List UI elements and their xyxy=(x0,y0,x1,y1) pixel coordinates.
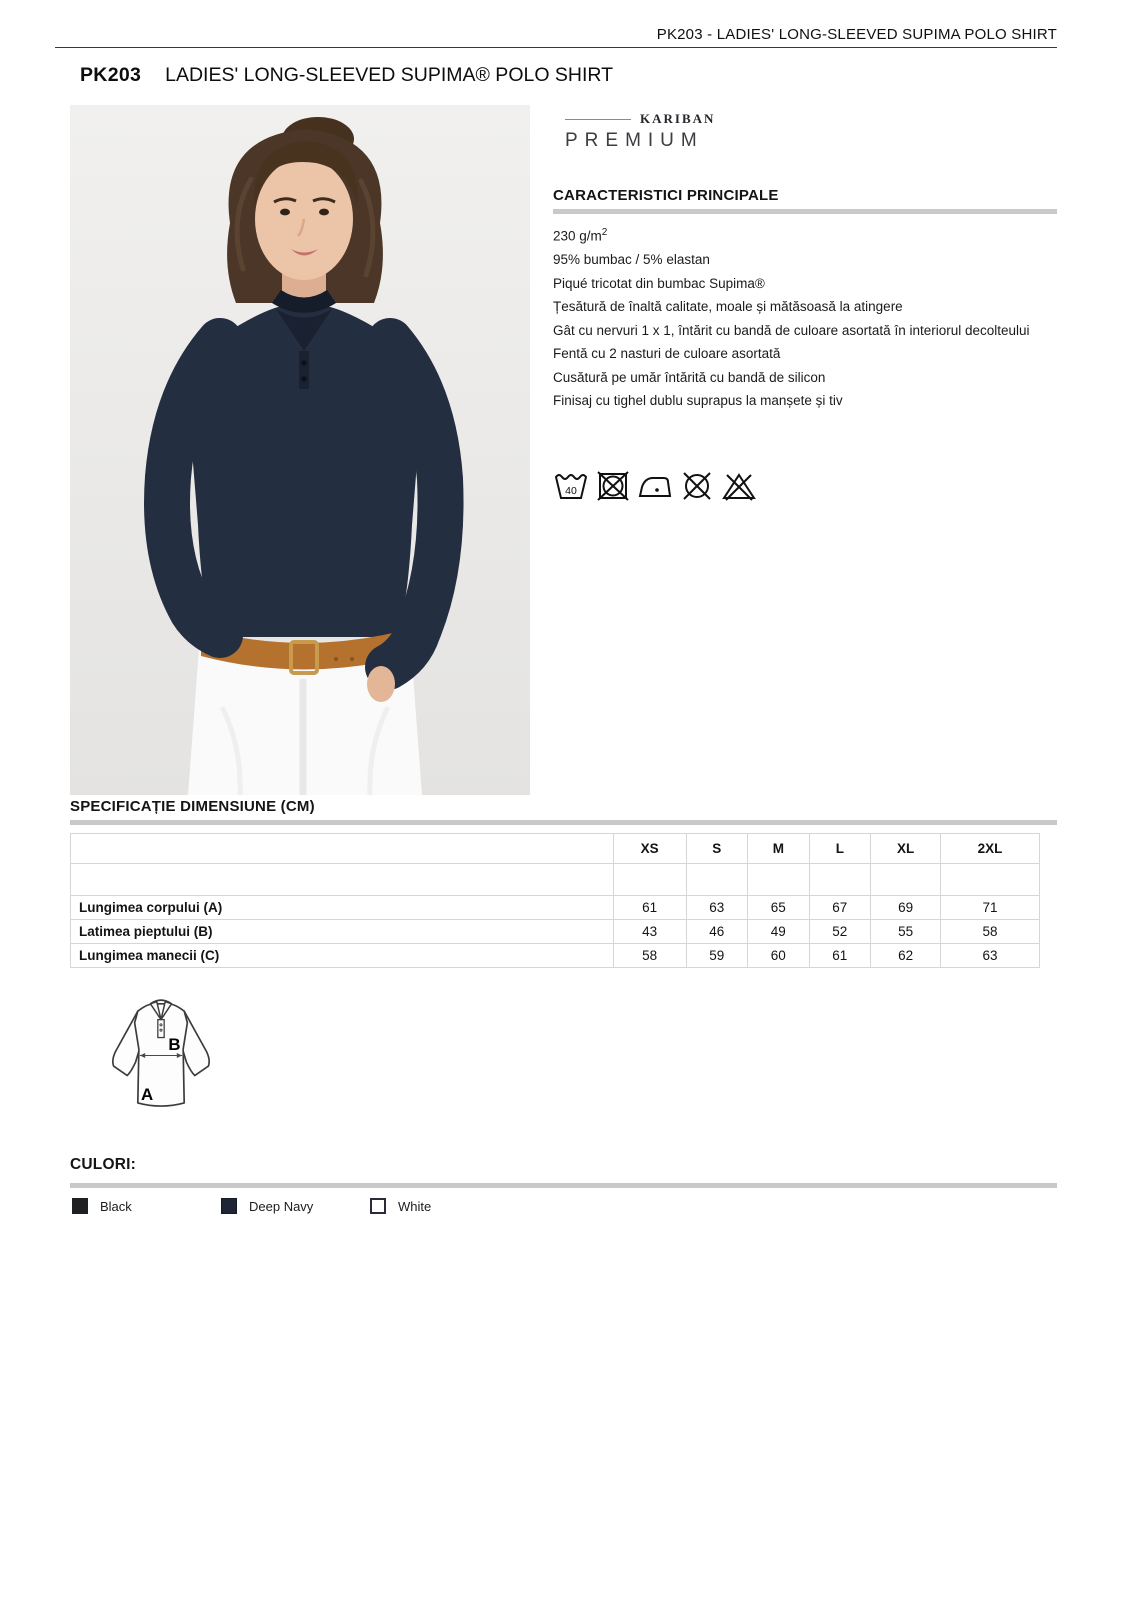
size-column-header: M xyxy=(748,834,810,864)
feature-item: Piqué tricotat din bumbac Supima® xyxy=(553,275,765,291)
color-chip-black xyxy=(72,1198,88,1214)
size-table-header-row xyxy=(71,834,1040,864)
size-spec-underline xyxy=(70,820,1057,825)
feature-item: 95% bumbac / 5% elastan xyxy=(553,252,710,267)
feature-item: Cusătură pe umăr întărită cu bandă de silicon xyxy=(553,369,826,385)
size-value: 63 xyxy=(941,944,1040,968)
weight-value: 230 g/m xyxy=(553,228,602,244)
size-value: 63 xyxy=(686,896,748,920)
size-value: 58 xyxy=(941,920,1040,944)
size-value: 55 xyxy=(871,920,941,944)
brand-rule xyxy=(565,119,631,120)
product-title: LADIES' LONG-SLEEVED SUPIMA® POLO SHIRT xyxy=(165,64,614,86)
premium-wordmark: PREMIUM xyxy=(565,130,704,151)
size-row xyxy=(71,920,1040,944)
feature-item: Gât cu nervuri 1 x 1, întărit cu bandă de culoare asortată în interiorul decolteului xyxy=(553,322,1030,338)
size-table-spacer-row xyxy=(71,864,1040,896)
color-label: White xyxy=(398,1198,432,1214)
size-row-label: Lungimea manecii (C) xyxy=(71,944,614,968)
size-row-label: Latimea pieptului (B) xyxy=(71,920,614,944)
size-value: 52 xyxy=(809,920,871,944)
size-row-label: Lungimea corpului (A) xyxy=(71,896,614,920)
header-reference: PK203 - LADIES' LONG-SLEEVED SUPIMA POLO SHIRT xyxy=(656,26,1057,43)
size-column-header: XS xyxy=(613,834,686,864)
details-column xyxy=(553,105,1057,795)
do-not-tumble-dry-icon xyxy=(595,470,631,502)
size-value: 61 xyxy=(809,944,871,968)
size-value: 60 xyxy=(748,944,810,968)
color-swatch xyxy=(221,1198,370,1214)
do-not-dry-clean-icon xyxy=(679,470,715,502)
colors-heading: CULORI: xyxy=(70,1156,136,1173)
color-label: Deep Navy xyxy=(249,1198,314,1214)
color-chip-deep-navy xyxy=(221,1198,237,1214)
feature-item: Finisaj cu tighel dublu suprapus la manșete și tiv xyxy=(553,393,843,408)
size-column-header: XL xyxy=(871,834,941,864)
page-title xyxy=(80,64,613,87)
product-photo xyxy=(70,105,530,795)
features-list xyxy=(553,221,1057,413)
do-not-bleach-icon xyxy=(721,470,757,502)
model-photo-illustration xyxy=(70,105,530,795)
size-value: 67 xyxy=(809,896,871,920)
size-value: 58 xyxy=(613,944,686,968)
size-row xyxy=(71,944,1040,968)
diagram-label-b: B xyxy=(168,1035,181,1055)
size-value: 49 xyxy=(748,920,810,944)
diagram-label-a: A xyxy=(140,1084,154,1104)
size-value: 59 xyxy=(686,944,748,968)
size-column-header: 2XL xyxy=(941,834,1040,864)
size-value: 43 xyxy=(613,920,686,944)
color-swatch xyxy=(370,1198,519,1214)
size-spec-heading: SPECIFICAȚIE DIMENSIUNE (CM) xyxy=(70,798,315,815)
size-table-corner-cell xyxy=(71,834,614,864)
features-underline xyxy=(553,209,1057,214)
header-rule xyxy=(55,47,1057,48)
polo-measurement-diagram xyxy=(103,990,219,1122)
size-column-header: S xyxy=(686,834,748,864)
size-value: 71 xyxy=(941,896,1040,920)
feature-item: Țesătură de înaltă calitate, moale și mătăsoasă la atingere xyxy=(553,299,903,314)
size-value: 65 xyxy=(748,896,810,920)
size-value: 62 xyxy=(871,944,941,968)
polo-outline-drawing xyxy=(103,990,219,1122)
color-swatches xyxy=(72,1198,519,1214)
size-column-header: L xyxy=(809,834,871,864)
brand-logo xyxy=(565,111,805,152)
product-code: PK203 xyxy=(80,64,142,86)
size-row xyxy=(71,896,1040,920)
weight-superscript: 2 xyxy=(601,227,608,238)
wash-40-icon xyxy=(553,470,589,502)
svg-text:40: 40 xyxy=(565,485,577,497)
size-value: 61 xyxy=(613,896,686,920)
features-heading: CARACTERISTICI PRINCIPALE xyxy=(553,187,779,204)
color-label: Black xyxy=(100,1198,132,1214)
kariban-wordmark: KARIBAN xyxy=(640,111,716,126)
feature-item-weight xyxy=(553,221,1057,248)
care-symbols xyxy=(553,470,757,502)
size-value: 69 xyxy=(871,896,941,920)
feature-item: Fentă cu 2 nasturi de culoare asortată xyxy=(553,346,781,361)
size-table xyxy=(70,833,1040,968)
color-swatch xyxy=(72,1198,221,1214)
iron-low-icon xyxy=(637,470,673,502)
size-value: 46 xyxy=(686,920,748,944)
colors-underline xyxy=(70,1183,1057,1188)
color-chip-white xyxy=(370,1198,386,1214)
